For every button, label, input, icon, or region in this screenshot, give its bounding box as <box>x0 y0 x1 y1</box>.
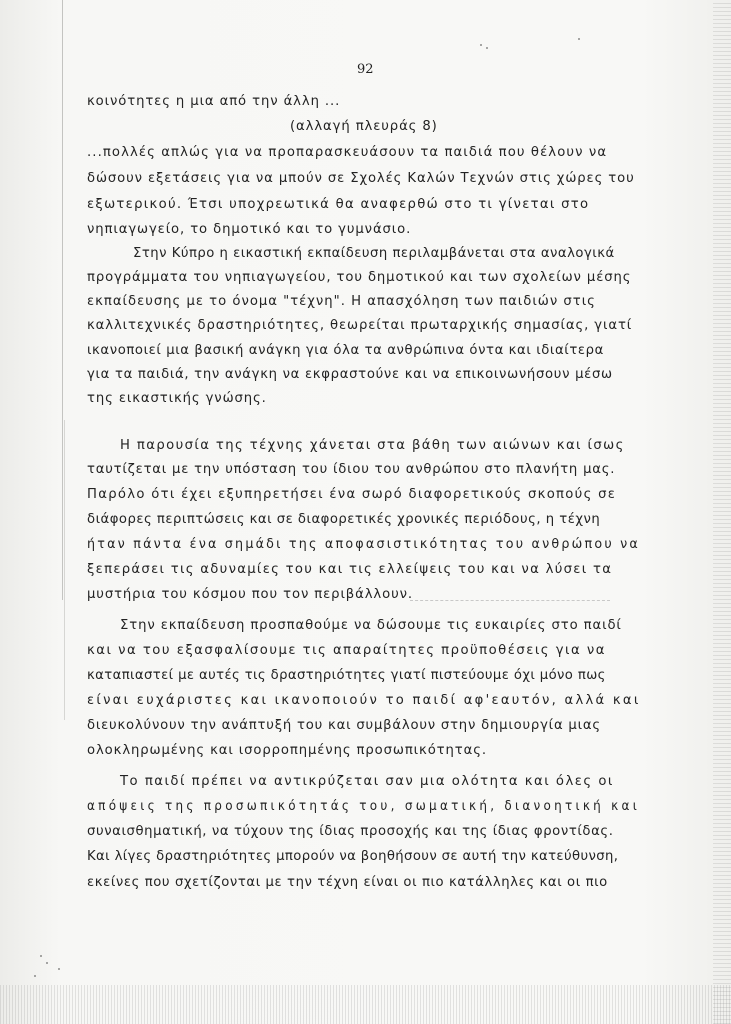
text-line: ...πολλές απλώς για να προπαρασκευάσουν τα παιδιά που θέλουν να <box>87 145 608 160</box>
scan-artifact-dashes <box>410 600 610 602</box>
text-line: κοινότητες η μια από την άλλη ... <box>87 94 341 109</box>
text-line: συναισθηματική, να τύχουν της ίδιας προσοχής και της ίδιας φροντίδας. <box>87 824 614 839</box>
text-line: είναι ευχάριστες και ικανοποιούν το παιδί αφ'εαυτόν, αλλά και <box>87 693 641 708</box>
text-line: νηπιαγωγείο, το δημοτικό και το γυμνάσιο. <box>87 222 412 237</box>
text-line: καλλιτεχνικές δραστηριότητες, θεωρείται πρωταρχικής σημασίας, γιατί <box>87 318 633 333</box>
text-line: για τα παιδιά, την ανάγκη να εκφραστούνε και να επικοινωνήσουν μέσω <box>87 367 613 382</box>
page-number: 92 <box>357 62 374 77</box>
scan-speck <box>40 955 42 957</box>
text-line: ταυτίζεται με την υπόσταση του ίδιου του ανθρώπου στο πλανήτη μας. <box>87 462 616 477</box>
text-line: Και λίγες δραστηριότητες μπορούν να βοηθήσουν σε αυτή την κατεύθυνση, <box>87 849 619 864</box>
text-line: Στην Κύπρο η εικαστική εκπαίδευση περιλαμβάνεται στα αναλογικά <box>133 246 615 261</box>
text-line: καταπιαστεί με αυτές τις δραστηριότητες γιατί πιστεύουμε όχι μόνο πως <box>87 668 606 683</box>
scan-speck <box>486 47 488 49</box>
text-line: Παρόλο ότι έχει εξυπηρετήσει ένα σωρό διαφορετικούς σκοπούς σε <box>87 487 617 502</box>
text-line: της εικαστικής γνώσης. <box>87 391 267 406</box>
text-line: Στην εκπαίδευση προσπαθούμε να δώσουμε τις ευκαιρίες στο παιδί <box>120 618 622 633</box>
text-line: Η παρουσία της τέχνης χάνεται στα βάθη των αιώνων και ίσως <box>120 438 625 453</box>
text-line: εξωτερικού. Έτσι υποχρεωτικά θα αναφερθώ στο τι γίνεται στο <box>87 197 590 212</box>
scan-noise-bottom <box>0 985 731 1024</box>
text-line: εκπαίδευσης με το όνομα "τέχνη". Η απασχόληση των παιδιών στις <box>87 294 596 309</box>
text-line: ικανοποιεί μια βασική ανάγκη για όλα τα ανθρώπινα όντα και ιδιαίτερα <box>87 343 604 358</box>
scan-edge-line <box>64 420 65 720</box>
text-line: προγράμματα του νηπιαγωγείου, του δημοτικού και των σχολείων μέσης <box>87 270 632 285</box>
scan-speck <box>46 962 48 964</box>
scan-speck <box>480 44 482 46</box>
scan-speck <box>34 975 36 977</box>
scan-noise-right <box>713 0 731 1024</box>
text-line: απόψεις της προσωπικότητάς του, σωματική, διανοητική και <box>87 799 641 814</box>
text-line: εκείνες που σχετίζονται με την τέχνη είναι οι πιο κατάλληλες και οι πιο <box>87 875 608 890</box>
text-line: δώσουν εξετάσεις για να μπούν σε Σχολές Καλών Τεχνών στις χώρες του <box>87 171 635 186</box>
text-line: μυστήρια του κόσμου που τον περιβάλλουν. <box>87 587 413 602</box>
scan-speck <box>578 38 580 40</box>
text-line: ήταν πάντα ένα σημάδι της αποφασιστικότητας του ανθρώπου να <box>87 537 640 552</box>
text-line: ολοκληρωμένης και ισορροπημένης προσωπικότητας. <box>87 743 487 758</box>
scan-speck <box>58 968 60 970</box>
text-line: ξεπεράσει τις αδυναμίες του και τις ελλείψεις του και να λύσει τα <box>87 562 613 577</box>
text-line: Το παιδί πρέπει να αντικρύζεται σαν μια ολότητα και όλες οι <box>120 774 614 789</box>
section-note: (αλλαγή πλευράς 8) <box>290 119 438 134</box>
text-line: διάφορες περιπτώσεις και σε διαφορετικές χρονικές περιόδους, η τέχνη <box>87 512 601 527</box>
text-line: και να του εξασφαλίσουμε τις απαραίτητες προϋποθέσεις για να <box>87 643 606 658</box>
scan-edge-line <box>62 0 63 600</box>
text-line: διευκολύνουν την ανάπτυξή του και συμβάλουν στην δημιουργία μιας <box>87 718 601 733</box>
